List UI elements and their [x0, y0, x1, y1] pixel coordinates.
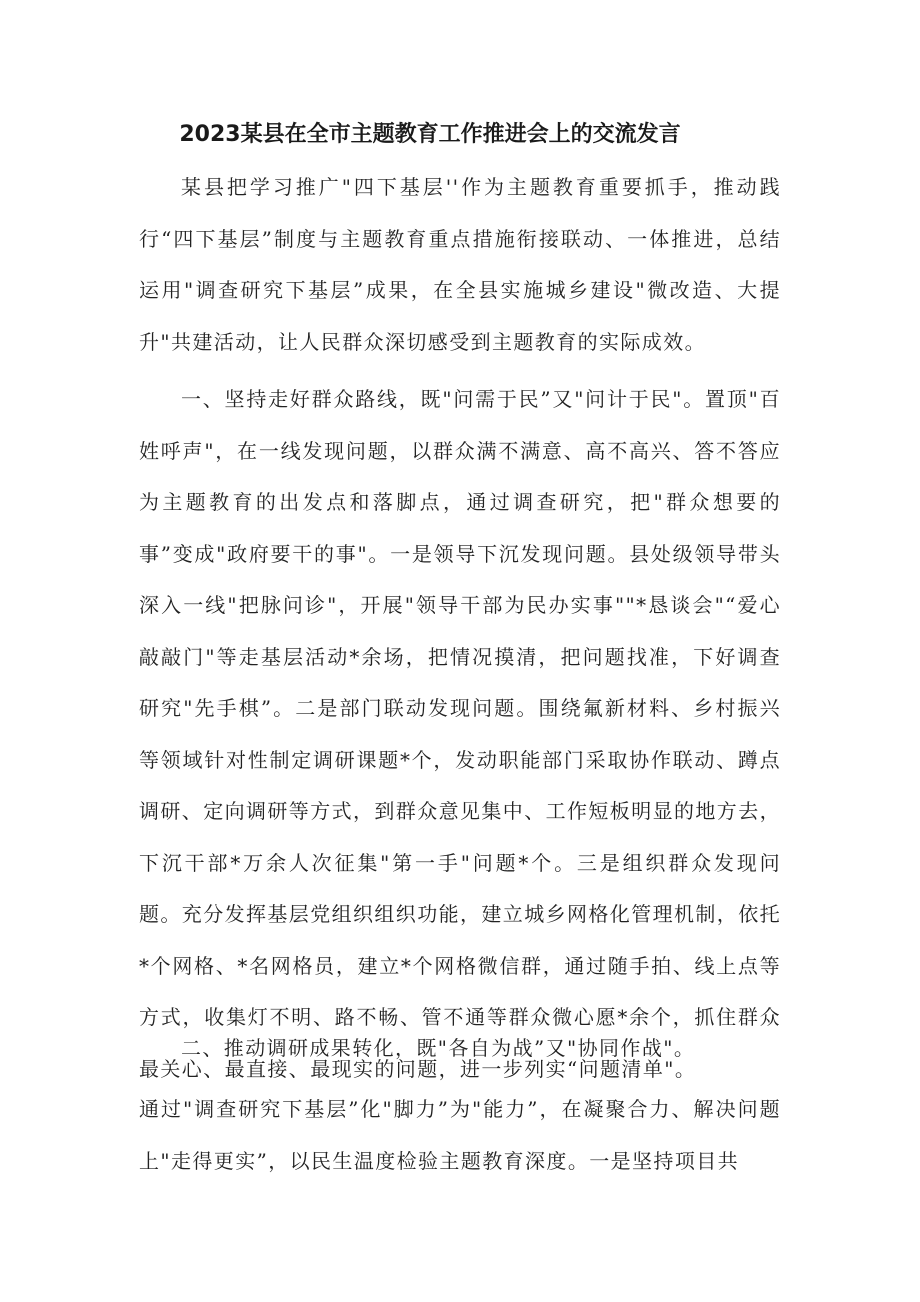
section-two-heading: 二、推动调研成果转化，既"各自为战”又"协同作战"。: [181, 1036, 696, 1060]
section-two-paragraph: 通过"调查研究下基层”化"脚力”为"能力”，在凝聚合力、解决问题上"走得更实”，以民生温度检验主题教育深度。一是坚持项目共: [139, 1097, 781, 1173]
section-one-paragraph: 一、坚持走好群众路线，既"问需于民”又"问计于民"。置顶"百姓呼声"，在一线发现问题，以群众满不满意、高不高兴、答不答应为主题教育的出发点和落脚点，通过调查研究，把"群众想要的事”变成"政府要干的事"。一是领导下沉发现问题。县处级领导带头深入一线"把脉问诊"，开展"领导干部为民办实事""*恳谈会"“爱心敲敲门"等走基层活动*余场，把情况摸清，把问题找准，下好调查研究"先手棋”。二是部门联动发现问题。围绕氟新材料、乡村振兴等领域针对性制定调研课题*个，发动职能部门采取协作联动、蹲点调研、定向调研等方式，到群众意见集中、工作短板明显的地方去，下沉干部*万余人次征集"第一手"问题*个。三是组织群众发现问题。充分发挥基层党组织组织功能，建立城乡网格化管理机制，依托*个网格、*名网格员，建立*个网格微信群，通过随手拍、线上点等方式，收集灯不明、路不畅、管不通等群众微心愿*余个，抓住群众最关心、最直接、最现实的问题，进一步列实“问题清单"。: [139, 387, 781, 1081]
document-title: 2023某县在全市主题教育工作推进会上的交流发言: [179, 122, 681, 147]
intro-paragraph: 某县把学习推广"四下基层''作为主题教育重要抓手，推动践行“四下基层”制度与主题教育重点措施衔接联动、一体推进，总结运用"调查研究下基层”成果，在全县实施城乡建设"微改造、大提升"共建活动，让人民群众深切感受到主题教育的实际成效。: [139, 175, 781, 354]
